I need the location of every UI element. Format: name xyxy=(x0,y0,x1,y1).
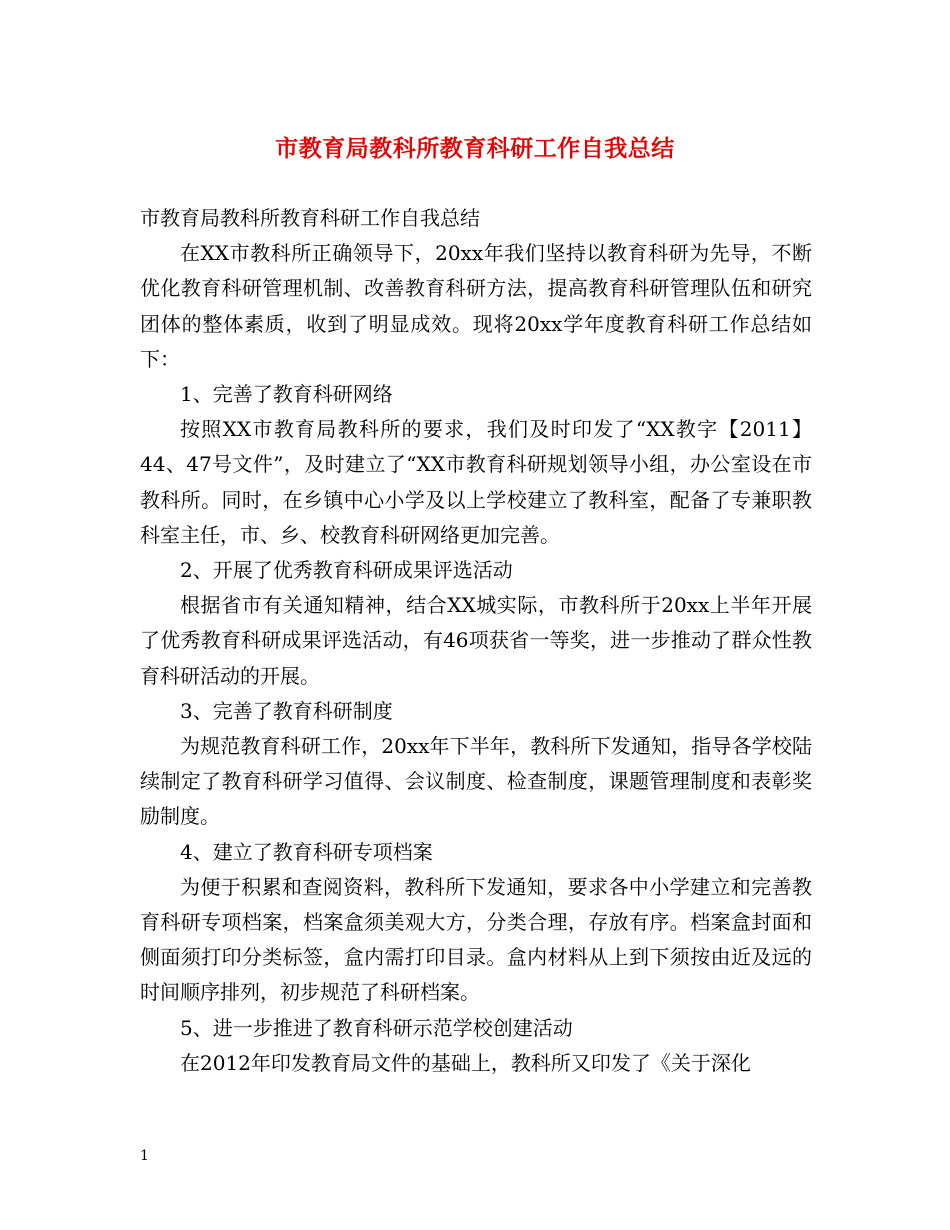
section-heading: 3、完善了教育科研制度 xyxy=(180,698,393,723)
section-heading: 2、开展了优秀教育科研成果评选活动 xyxy=(180,558,513,583)
document-body xyxy=(140,201,812,1081)
document-title: 市教育局教科所教育科研工作自我总结 xyxy=(275,135,675,162)
section-body: 按照XX市教育局教科所的要求，我们及时印发了“XX教字【2011】44、47号文件”，及时建立了“XX市教育科研规划领导小组，办公室设在市教科所。同时，在乡镇中心小学及以上学校建立了教科室，配备了专兼职教科室主任，市、乡、校教育科研网络更加完善。 xyxy=(140,417,812,547)
section-heading: 1、完善了教育科研网络 xyxy=(180,382,393,407)
document-subtitle: 市教育局教科所教育科研工作自我总结 xyxy=(140,206,480,230)
section-body: 为规范教育科研工作，20xx年下半年，教科所下发通知，指导各学校陆续制定了教育科研学习值得、会议制度、检查制度，课题管理制度和表彰奖励制度。 xyxy=(140,734,812,829)
section-body: 根据省市有关通知精神，结合XX城实际，市教科所于20xx上半年开展了优秀教育科研成果评选活动，有46项获省一等奖，进一步推动了群众性教育科研活动的开展。 xyxy=(140,593,812,688)
section-body: 为便于积累和查阅资料，教科所下发通知，要求各中小学建立和完善教育科研专项档案，档案盒须美观大方，分类合理，存放有序。档案盒封面和侧面须打印分类标签，盒内需打印目录。盒内材料从上到下须按由近及远的时间顺序排列，初步规范了科研档案。 xyxy=(140,874,812,1005)
section-heading: 5、进一步推进了教育科研示范学校创建活动 xyxy=(180,1015,573,1040)
page-number: 1 xyxy=(140,1148,149,1164)
section-body: 在2012年印发教育局文件的基础上，教科所又印发了《关于深化 xyxy=(180,1050,751,1075)
intro-paragraph: 在XX市教科所正确领导下，20xx年我们坚持以教育科研为先导，不断优化教育科研管理机制、改善教育科研方法，提高教育科研管理队伍和研究团体的整体素质，收到了明显成效。现将20xx学年度教育科研工作总结如下： xyxy=(140,241,812,371)
section-heading: 4、建立了教育科研专项档案 xyxy=(180,839,433,864)
